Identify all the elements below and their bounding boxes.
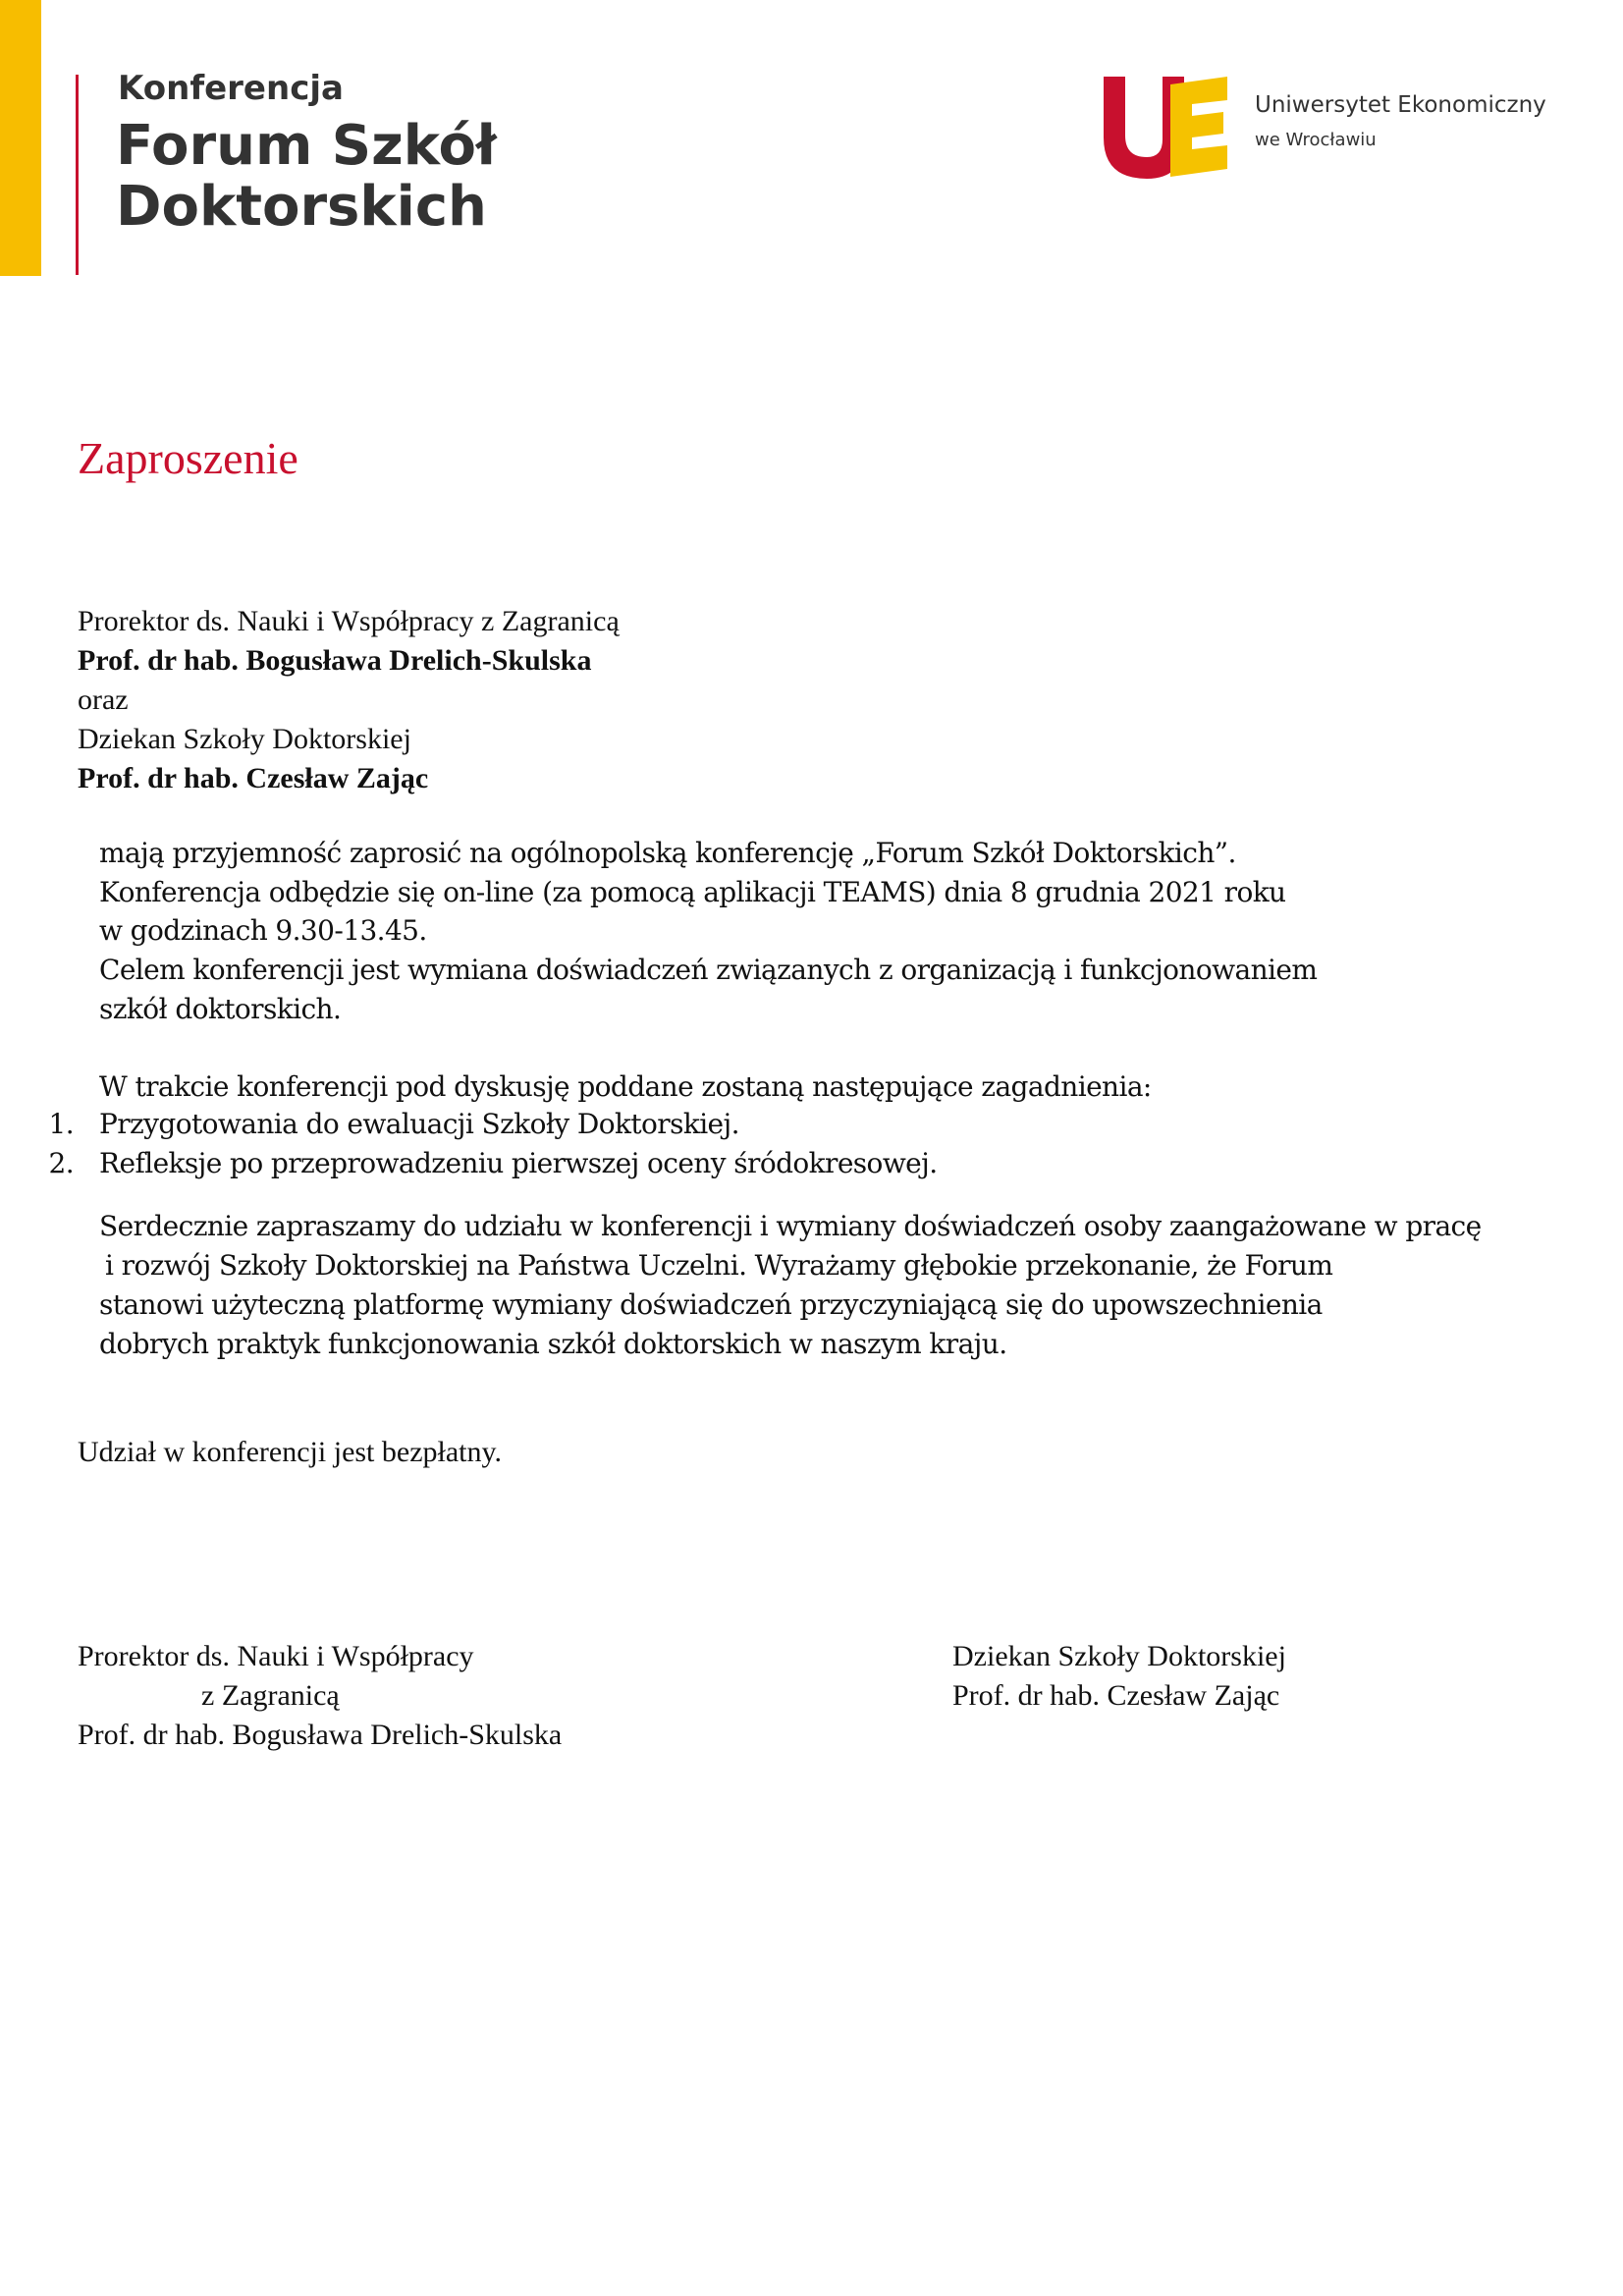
host-line-3: oraz: [78, 683, 129, 716]
signature-right-line-2: Prof. dr hab. Czesław Zając: [952, 1679, 1280, 1712]
conference-logo: [116, 116, 497, 238]
document-title: Zaproszenie: [78, 433, 298, 483]
topic-number-2: 2.: [48, 1147, 74, 1179]
intro-line-2: Konferencja odbędzie się on-line (za pomocą aplikacji TEAMS) dnia 8 grudnia 2021 roku: [99, 876, 1286, 908]
closing-line-1: Serdecznie zapraszamy do udziału w konferencji i wymiany doświadczeń osoby zaangażowane w pracę: [99, 1210, 1482, 1242]
university-city: we Wrocławiu: [1255, 130, 1377, 150]
conference-logo-subtitle: Konferencja: [118, 69, 344, 108]
host-line-4: Dziekan Szkoły Doktorskiej: [78, 723, 411, 755]
host-line-5: Prof. dr hab. Czesław Zając: [78, 762, 429, 794]
signature-left-line-2: z Zagranicą: [201, 1679, 340, 1712]
signature-left-line-1: Prorektor ds. Nauki i Współpracy: [78, 1640, 474, 1672]
topics-intro: W trakcie konferencji pod dyskusję poddane zostaną następujące zagadnienia:: [99, 1070, 1152, 1103]
host-line-1: Prorektor ds. Nauki i Współpracy z Zagranicą: [78, 605, 620, 637]
header-divider: [76, 75, 79, 275]
topic-number-1: 1.: [48, 1108, 74, 1140]
intro-line-4: Celem konferencji jest wymiana doświadczeń związanych z organizacją i funkcjonowaniem: [99, 954, 1318, 986]
closing-line-2: i rozwój Szkoły Doktorskiej na Państwa Uczelni. Wyrażamy głębokie przekonanie, że Forum: [105, 1249, 1333, 1282]
intro-line-1: mają przyjemność zaprosić na ogólnopolską konferencję „Forum Szkół Doktorskich”.: [99, 837, 1236, 869]
topic-text-2: Refleksje po przeprowadzeniu pierwszej oceny śródokresowej.: [99, 1147, 938, 1179]
topic-text-1: Przygotowania do ewaluacji Szkoły Doktorskiej.: [99, 1108, 739, 1140]
closing-line-4: dobrych praktyk funkcjonowania szkół doktorskich w naszym kraju.: [99, 1328, 1007, 1360]
intro-line-3: w godzinach 9.30-13.45.: [99, 914, 427, 947]
intro-line-5: szkół doktorskich.: [99, 993, 342, 1025]
closing-line-3: stanowi użyteczną platformę wymiany doświadczeń przyczyniającą się do upowszechnienia: [99, 1288, 1323, 1321]
university-name: Uniwersytet Ekonomiczny: [1255, 92, 1546, 118]
accent-bar: [0, 0, 41, 276]
signature-right-line-1: Dziekan Szkoły Doktorskiej: [952, 1640, 1286, 1672]
ue-logo-icon: [1102, 77, 1229, 179]
host-line-2: Prof. dr hab. Bogusława Drelich-Skulska: [78, 644, 592, 677]
conference-logo-line1: Forum Szkół: [116, 114, 497, 178]
fee-note: Udział w konferencji jest bezpłatny.: [78, 1436, 503, 1468]
signature-left-line-3: Prof. dr hab. Bogusława Drelich-Skulska: [78, 1719, 563, 1751]
conference-logo-line2: Doktorskich: [116, 175, 487, 239]
